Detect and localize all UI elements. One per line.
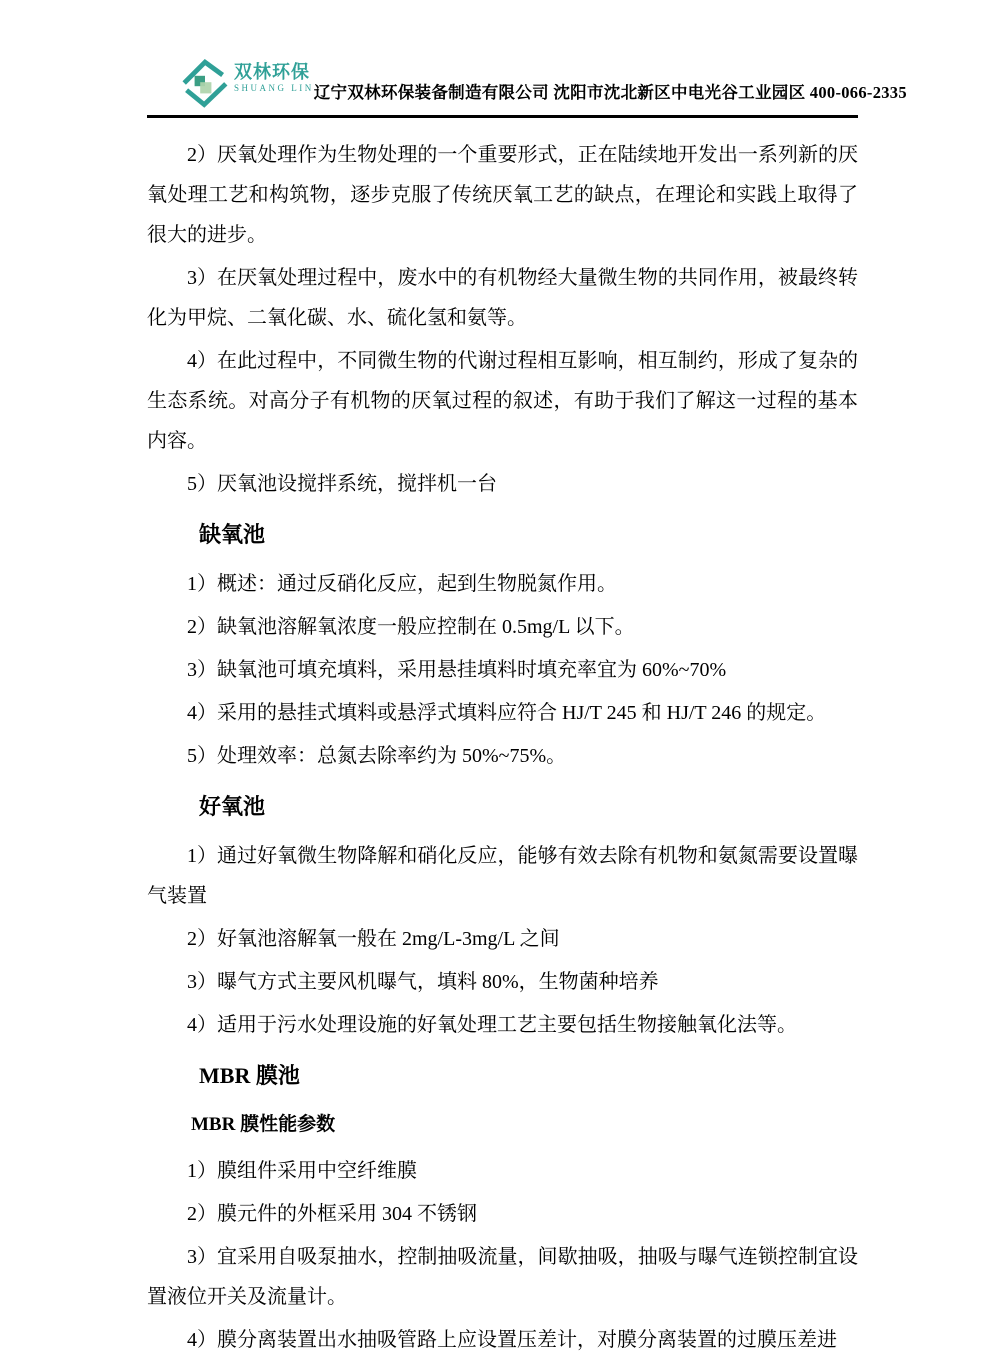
list-item: 5）处理效率：总氮去除率约为 50%~75%。 (187, 745, 567, 767)
document-body (147, 135, 858, 1360)
logo-name-cn: 双林环保 (234, 62, 310, 82)
logo-wordmark (234, 63, 314, 103)
list-item: 1）膜组件采用中空纤维膜 (187, 1160, 417, 1182)
list-item: 1）通过好氧微生物降解和硝化反应，能够有效去除有机物和氨氮需要设置曝气装置 (147, 845, 858, 907)
company-logo (181, 55, 314, 111)
list-item: 2）缺氧池溶解氧浓度一般应控制在 0.5mg/L 以下。 (187, 616, 635, 638)
section-heading-aerobic-pool: 好氧池 (199, 794, 266, 819)
paragraph: 2）厌氧处理作为生物处理的一个重要形式，正在陆续地开发出一系列新的厌氧处理工艺和构筑物，逐步克服了传统厌氧工艺的缺点，在理论和实践上取得了很大的进步。 (147, 144, 858, 246)
list-item: 4）膜分离装置出水抽吸管路上应设置压差计，对膜分离装置的过膜压差进 (187, 1329, 837, 1351)
list-item: 1）概述：通过反硝化反应，起到生物脱氮作用。 (187, 573, 617, 595)
logo-name-en: SHUANG LIN (234, 83, 314, 93)
page-header (147, 55, 907, 111)
shuanglin-logo-icon (181, 55, 229, 111)
paragraph: 4）在此过程中，不同微生物的代谢过程相互影响，相互制约，形成了复杂的生态系统。对高分子有机物的厌氧过程的叙述，有助于我们了解这一过程的基本内容。 (147, 350, 858, 452)
header-divider (147, 115, 858, 118)
list-item: 3）曝气方式主要风机曝气，填料 80%，生物菌种培养 (187, 971, 659, 993)
list-item: 4）采用的悬挂式填料或悬浮式填料应符合 HJ/T 245 和 HJ/T 246 的规定。 (187, 702, 827, 724)
list-item: 2）好氧池溶解氧一般在 2mg/L-3mg/L 之间 (187, 928, 560, 950)
section-heading-mbr-pool: MBR 膜池 (199, 1063, 300, 1088)
subsection-heading-mbr-params: MBR 膜性能参数 (191, 1114, 336, 1135)
list-item: 3）宜采用自吸泵抽水，控制抽吸流量，间歇抽吸，抽吸与曝气连锁控制宜设置液位开关及流量计。 (147, 1246, 858, 1308)
company-address-line: 辽宁双林环保装备制造有限公司 沈阳市沈北新区中电光谷工业园区 400-066-2335 (313, 83, 907, 102)
list-item: 3）缺氧池可填充填料，采用悬挂填料时填充率宜为 60%~70% (187, 659, 727, 681)
section-heading-anoxic-pool: 缺氧池 (199, 522, 266, 547)
paragraph: 3）在厌氧处理过程中，废水中的有机物经大量微生物的共同作用，被最终转化为甲烷、二氧化碳、水、硫化氢和氨等。 (147, 267, 858, 329)
paragraph: 5）厌氧池设搅拌系统，搅拌机一台 (187, 473, 497, 495)
list-item: 4）适用于污水处理设施的好氧处理工艺主要包括生物接触氧化法等。 (187, 1014, 797, 1036)
list-item: 2）膜元件的外框采用 304 不锈钢 (187, 1203, 477, 1225)
